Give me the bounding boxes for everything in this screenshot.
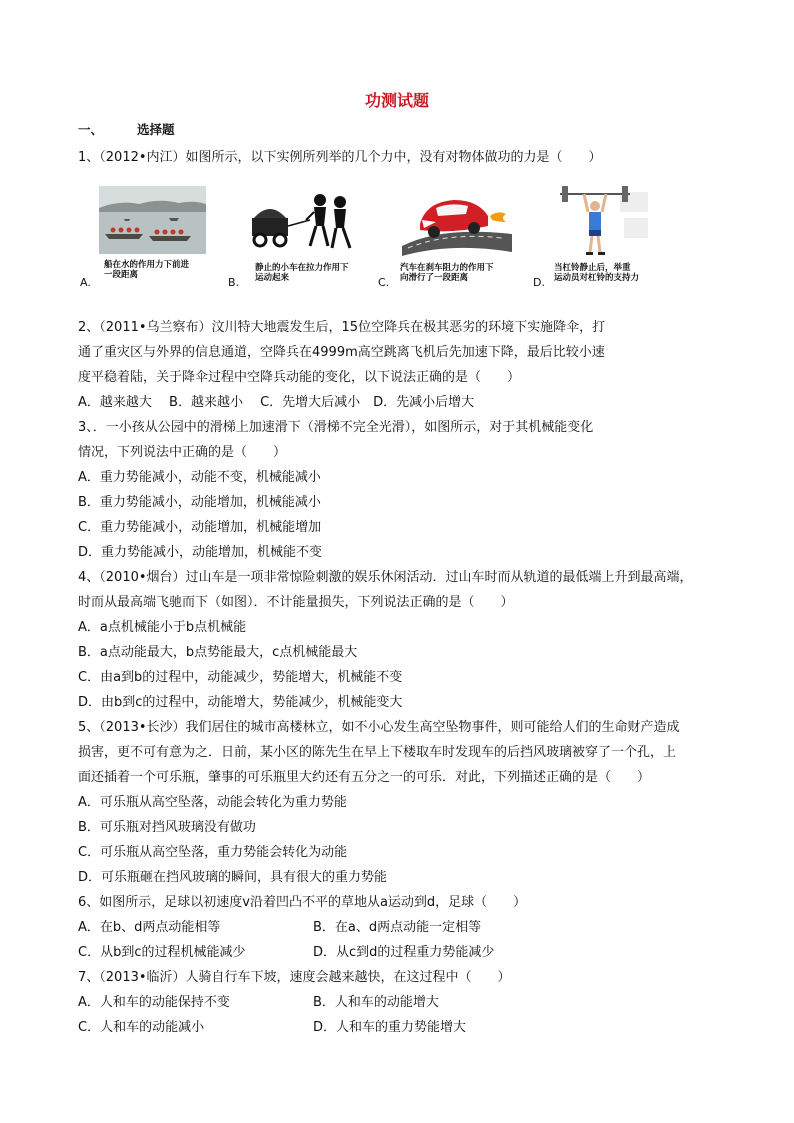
q4-line-2: 时而从最高端飞驰而下（如图）．不计能量损失，下列说法正确的是（ ）	[78, 595, 514, 610]
q6-option-a: A．在b、d两点动能相等	[78, 920, 221, 935]
option-a-caption: 船在水的作用力下前进 一段距离	[104, 260, 190, 280]
q4-option-d: D．由b到c的过程中，动能增大，势能减少，机械能变大	[78, 695, 403, 710]
q3-line-2: 情况，下列说法中正确的是（ ）	[78, 445, 287, 460]
cart-figure	[248, 190, 358, 252]
q4-option-b: B．a点动能最大，b点势能最大，c点机械能最大	[78, 645, 358, 660]
q7-options-row-2	[78, 1016, 467, 1035]
section-heading	[78, 120, 175, 138]
q7-stem: 7、（2013•临沂）人骑自行车下坡，速度会越来越快，在这过程中（ ）	[78, 970, 511, 985]
q3-option-d: D．重力势能减小，动能增加，机械能不变	[78, 545, 323, 560]
q7-option-a: A．人和车的动能保持不变	[78, 995, 230, 1010]
q6-options-row-1	[78, 916, 482, 935]
q5-line-2: 损害，更不可有意为之．日前，某小区的陈先生在早上下楼取车时发现车的后挡风玻璃被穿了一个孔，上	[78, 745, 677, 760]
option-c-letter: C.	[378, 276, 390, 289]
q6-option-c: C．从b到c的过程机械能减少	[78, 945, 246, 960]
q5-option-c: C．可乐瓶从高空坠落，重力势能会转化为动能	[78, 845, 348, 860]
q5-line-1: 5、（2013•长沙）我们居住的城市高楼林立，如不小心发生高空坠物事件，则可能给人们的生命财产造成	[78, 720, 680, 735]
q5-option-d: D．可乐瓶砸在挡风玻璃的瞬间，具有很大的重力势能	[78, 870, 388, 885]
option-a-letter: A.	[80, 276, 91, 289]
q2-line-3: 度平稳着陆，关于降伞过程中空降兵动能的变化，以下说法正确的是（ ）	[78, 370, 521, 385]
q6-options-row-2	[78, 941, 495, 960]
q5-line-3: 面还插着一个可乐瓶，肇事的可乐瓶里大约还有五分之一的可乐．对此，下列描述正确的是（ ）	[78, 770, 651, 785]
q2-options: A．越来越大 B．越来越小 C．先增大后减小 D．先减小后增大	[78, 395, 475, 410]
q5-option-a: A．可乐瓶从高空坠落，动能会转化为重力势能	[78, 795, 347, 810]
q2-line-2: 通了重灾区与外界的信息通道，空降兵在4999m高空跳离飞机后先加速下降，最后比较小速	[78, 345, 605, 360]
q3-option-a: A．重力势能减小，动能不变，机械能减小	[78, 470, 321, 485]
q3-option-b: B．重力势能减小，动能增加，机械能减小	[78, 495, 321, 510]
option-b-caption: 静止的小车在拉力作用下 运动起来	[255, 263, 349, 283]
option-d-caption: 当杠铃静止后，举重 运动员对杠铃的支持力	[554, 263, 640, 283]
q7-option-b: B．人和车的动能增大	[313, 995, 439, 1010]
q4-option-a: A．a点机械能小于b点机械能	[78, 620, 247, 635]
q1-stem: 1、（2012•内江）如图所示，以下实例所列举的几个力中，没有对物体做功的力是（ ）	[78, 150, 602, 165]
q7-options-row-1	[78, 991, 439, 1010]
q2-line-1: 2、（2011•乌兰察布）汶川特大地震发生后，15位空降兵在极其恶劣的环境下实施降伞，打	[78, 320, 606, 335]
weightlifter-figure	[550, 184, 650, 258]
car-figure	[402, 186, 512, 256]
q3-option-c: C．重力势能减小，动能增加，机械能增加	[78, 520, 322, 535]
page-title: 功测试题	[364, 91, 429, 110]
q7-option-c: C．人和车的动能减小	[78, 1020, 205, 1035]
section-number: 一、	[78, 122, 104, 137]
option-c-caption: 汽车在刹车阻力的作用下 向滑行了一段距离	[400, 263, 494, 283]
q6-option-d: D．从c到d的过程重力势能减少	[313, 945, 495, 960]
q5-option-b: B．可乐瓶对挡风玻璃没有做功	[78, 820, 256, 835]
q4-line-1: 4、（2010•烟台）过山车是一项非常惊险刺激的娱乐休闲活动．过山车时而从轨道的最低端上升到最高端，	[78, 570, 693, 585]
q4-option-c: C．由a到b的过程中，动能减少，势能增大，机械能不变	[78, 670, 403, 685]
q3-line-1: 3、．一小孩从公园中的滑梯上加速滑下（滑梯不完全光滑），如图所示，对于其机械能变化	[78, 420, 594, 435]
q6-stem: 6、如图所示，足球以初速度v沿着凹凸不平的草地从a运动到d，足球（ ）	[78, 895, 527, 910]
boats-figure	[99, 186, 206, 254]
q7-option-d: D．人和车的重力势能增大	[313, 1020, 467, 1035]
option-d-letter: D.	[533, 276, 545, 289]
option-b-letter: B.	[228, 276, 240, 289]
section-label: 选择题	[137, 122, 175, 137]
q6-option-b: B．在a、d两点动能一定相等	[313, 920, 482, 935]
